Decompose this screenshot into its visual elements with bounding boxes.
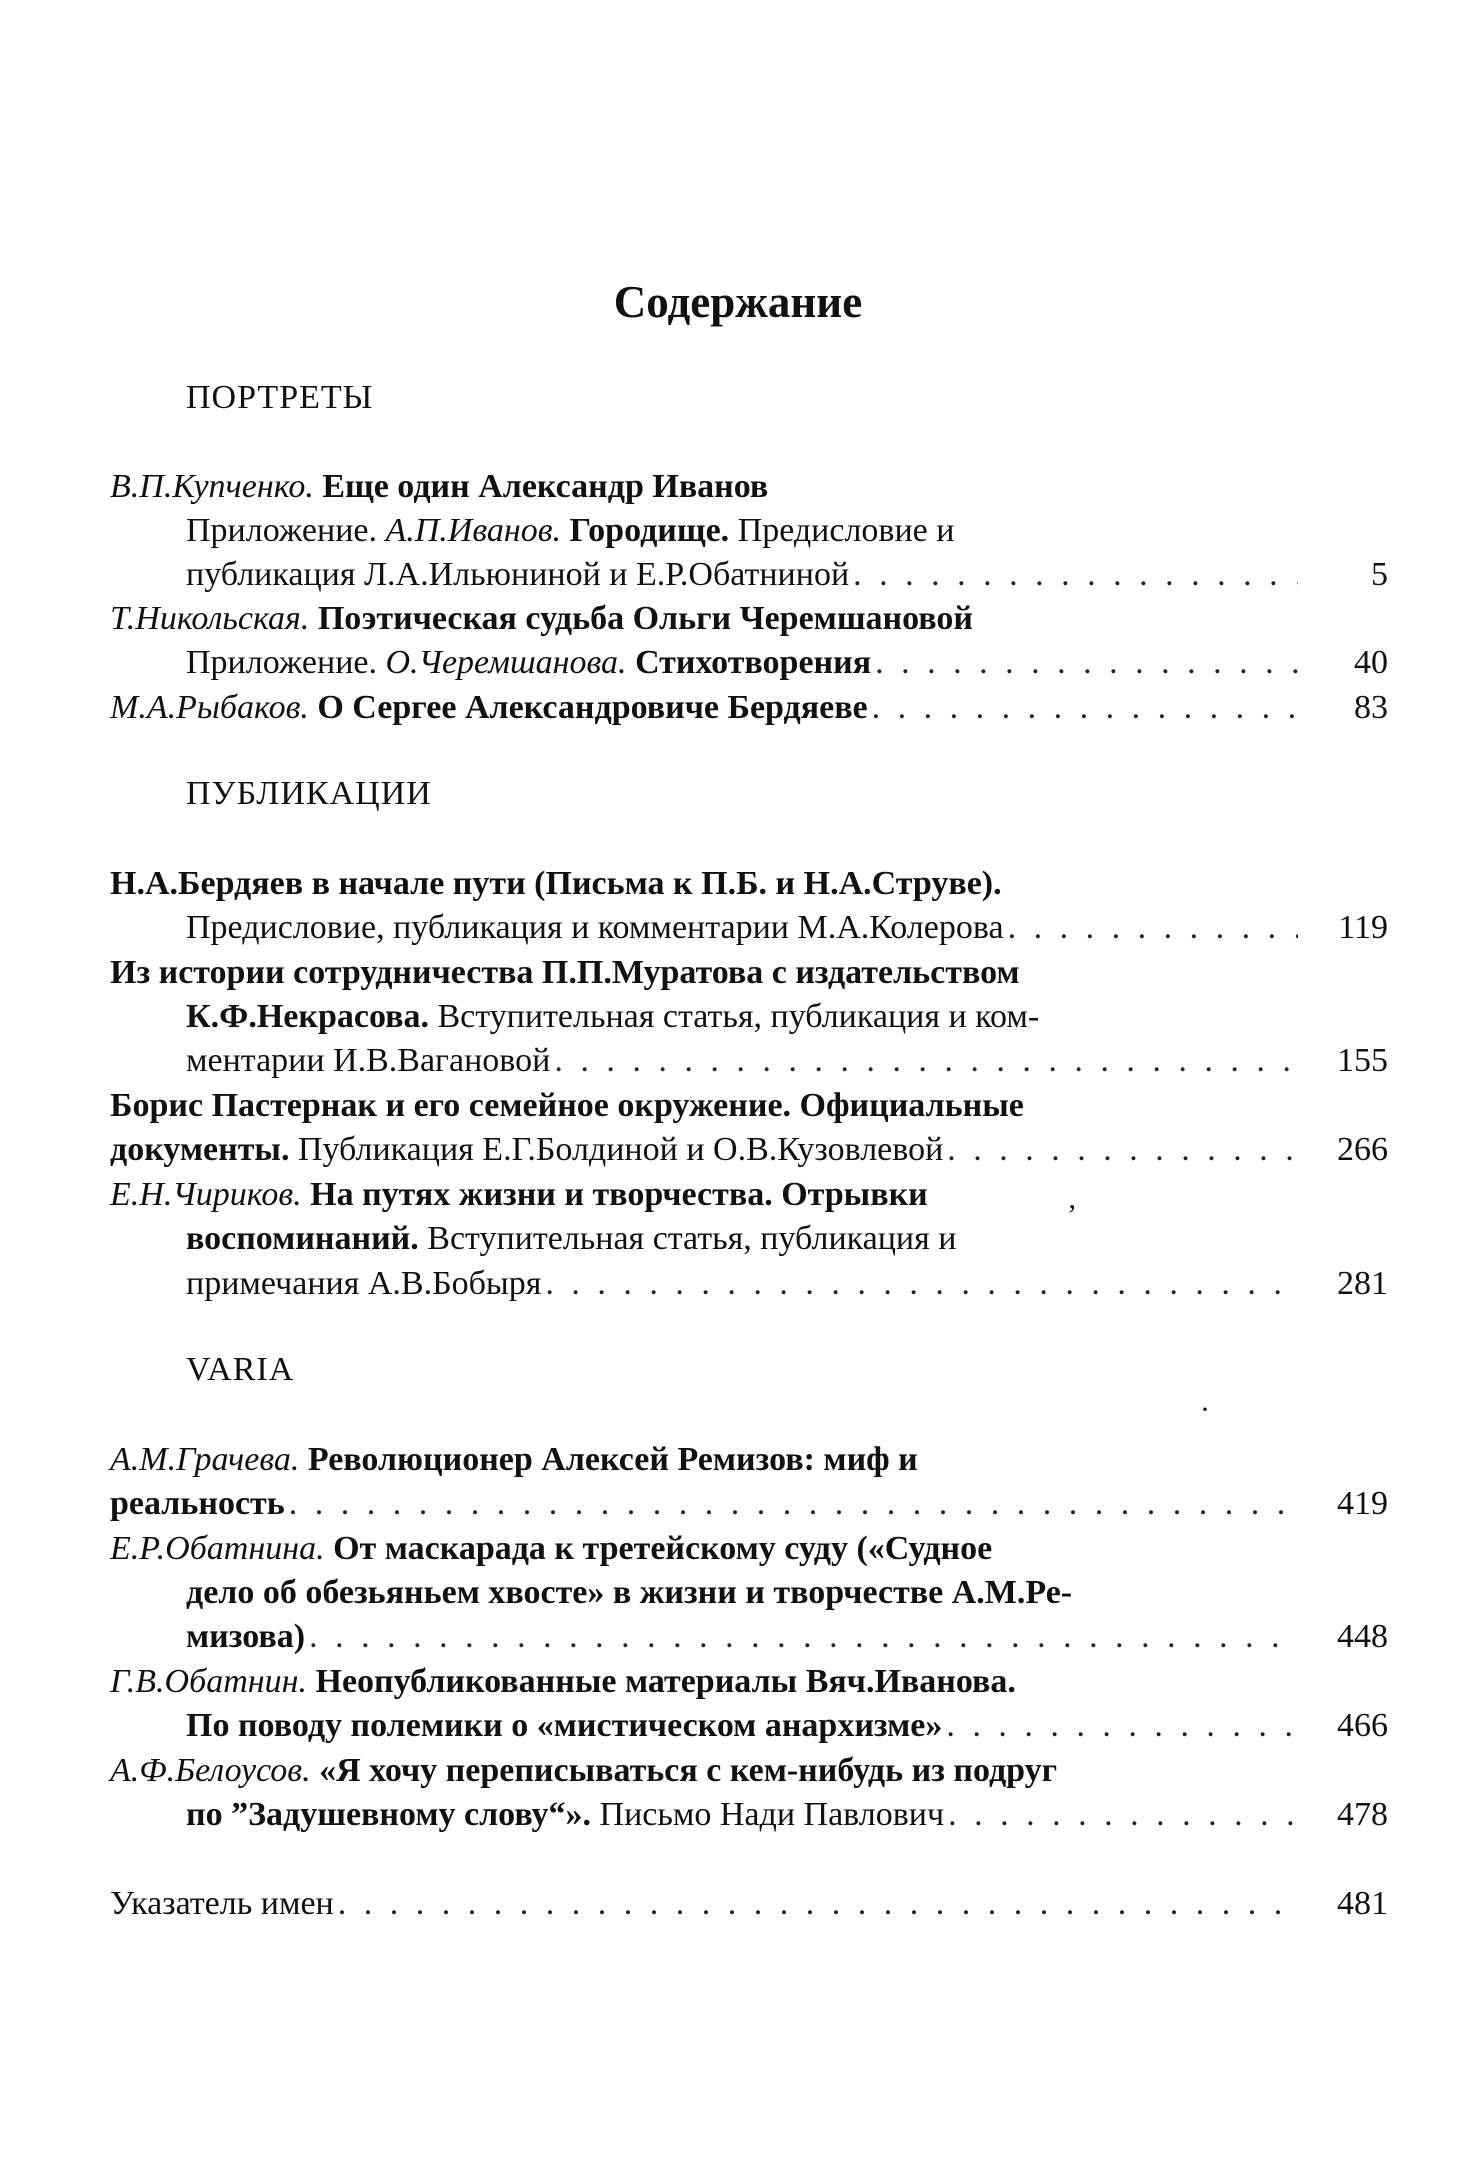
entry-title: Еще один Александр Иванов <box>322 468 769 505</box>
toc-entry-title-line <box>110 1173 1388 1217</box>
dot-leader <box>872 686 1298 730</box>
entry-title: Революционер Алексей Ремизов: миф и <box>307 1441 918 1478</box>
entry-title: О Сергее Александровиче Бердяеве <box>317 689 868 726</box>
stray-mark: ‚ <box>1067 1182 1077 1215</box>
author-name: М.А.Рыбаков. <box>110 689 309 726</box>
page-number: 266 <box>1337 1131 1388 1168</box>
stray-mark: · <box>1200 1393 1210 1426</box>
page-number: 5 <box>1371 556 1388 593</box>
page-number: 281 <box>1337 1265 1388 1302</box>
dot-leader <box>947 1128 1298 1172</box>
section-heading-publications: ПУБЛИКАЦИИ <box>186 775 432 812</box>
page-number: 40 <box>1354 644 1388 681</box>
dot-leader <box>1008 906 1298 950</box>
page-number: 466 <box>1337 1707 1388 1744</box>
author-name: Е.Н.Чириков. <box>110 1176 302 1213</box>
entry-text: Письмо Нади Павлович <box>599 1796 945 1833</box>
dot-leader <box>948 1793 1298 1837</box>
entry-text: примечания А.В.Бобыря <box>186 1265 542 1302</box>
entry-title: документы. <box>110 1131 290 1168</box>
author-name: Е.Р.Обатнина. <box>110 1530 325 1567</box>
entry-title: Стихотворения <box>635 644 872 681</box>
toc-entry-title-line <box>110 1527 1388 1571</box>
entry-title: «Я хочу переписываться с кем-нибудь из подруг <box>319 1752 1058 1789</box>
page-number: 448 <box>1337 1618 1388 1655</box>
entry-title: На путях жизни и творчества. Отрывки <box>310 1176 928 1213</box>
toc-entry-line-with-page <box>186 641 1388 685</box>
entry-title: По поводу полемики о «мистическом анархизме» <box>186 1707 943 1744</box>
entry-title: реальность <box>110 1485 285 1522</box>
page-number: 119 <box>1338 909 1388 946</box>
dot-leader <box>545 1262 1298 1306</box>
toc-entry-line-with-page <box>186 906 1388 950</box>
toc-entry-line <box>186 1217 1388 1261</box>
dot-leader <box>554 1039 1298 1083</box>
toc-entry-line-with-page <box>110 1128 1388 1172</box>
page-number: 419 <box>1337 1485 1388 1522</box>
entry-title: дело об обезьяньем хвосте» в жизни и творчестве А.М.Ре- <box>186 1574 1073 1611</box>
entry-text: Приложение. <box>186 512 377 549</box>
toc-entry-title-line <box>110 862 1388 906</box>
toc-entry-line-with-page <box>110 1482 1388 1526</box>
entry-text: публикация Л.А.Ильюниной и Е.Р.Обатниной <box>186 556 850 593</box>
toc-entry-line-with-page <box>110 686 1388 730</box>
section-heading-varia: VARIA <box>186 1351 295 1388</box>
entry-text: Предисловие, публикация и комментарии М.А.Колерова <box>186 909 1004 946</box>
toc-entry-line-with-page <box>186 1704 1388 1748</box>
toc-entry-line-with-page <box>186 553 1388 597</box>
toc-entry-line-with-page <box>186 1039 1388 1083</box>
entry-title: Городище. <box>569 512 730 549</box>
toc-entry-line-with-page <box>186 1615 1388 1659</box>
entry-text: Предисловие и <box>737 512 955 549</box>
page-number: 155 <box>1337 1042 1388 1079</box>
entry-text: Публикация Е.Г.Болдиной и О.В.Кузовлевой <box>297 1131 944 1168</box>
entry-title: От маскарада к третейскому суду («Судное <box>333 1530 993 1567</box>
dot-leader <box>289 1482 1298 1526</box>
entry-title: Н.А.Бердяев в начале пути (Письма к П.Б. и Н.А.Струве). <box>110 865 1002 902</box>
dot-leader <box>946 1704 1298 1748</box>
entry-title: Неопубликованные материалы Вяч.Иванова. <box>315 1663 1016 1700</box>
toc-entry-line <box>186 509 1388 553</box>
toc-entry-title-line <box>110 465 1388 509</box>
entry-text: Вступительная статья, публикация и ком- <box>437 998 1040 1035</box>
author-name: Т.Никольская. <box>110 600 310 637</box>
author-name: Г.В.Обатнин. <box>110 1663 307 1700</box>
entry-author: А.П.Иванов. <box>385 512 562 549</box>
toc-entry-title-line <box>110 1660 1388 1704</box>
entry-text: Приложение. <box>186 644 377 681</box>
entry-title: Борис Пастернак и его семейное окружение. Официальные <box>110 1087 1024 1124</box>
toc-entry-line <box>186 995 1388 1039</box>
author-name: В.П.Купченко. <box>110 468 314 505</box>
entry-title: К.Ф.Некрасова. <box>186 998 429 1035</box>
page-number: 481 <box>1337 1885 1388 1922</box>
dot-leader <box>338 1882 1298 1926</box>
toc-entry-title-line <box>110 1084 1388 1128</box>
entry-text: Вступительная статья, публикация и <box>427 1220 957 1257</box>
entry-author: О.Черемшанова. <box>385 644 627 681</box>
author-name: А.М.Грачева. <box>110 1441 300 1478</box>
entry-title: Поэтическая судьба Ольги Черемшановой <box>317 600 974 637</box>
author-name: А.Ф.Белоусов. <box>110 1752 311 1789</box>
toc-entry-title-line <box>110 597 1388 641</box>
toc-entry-index <box>110 1882 1388 1926</box>
index-label: Указатель имен <box>110 1885 334 1922</box>
toc-entry-line <box>186 1571 1388 1615</box>
toc-entry-title-line <box>110 951 1388 995</box>
section-heading-portraits: ПОРТРЕТЫ <box>186 379 374 416</box>
toc-entry-line-with-page <box>186 1262 1388 1306</box>
page-title: Содержание <box>613 277 863 327</box>
dot-leader <box>875 641 1298 685</box>
toc-entry-title-line <box>110 1438 1388 1482</box>
page-number: 478 <box>1337 1796 1388 1833</box>
page-number: 83 <box>1354 689 1388 726</box>
entry-title: по ”Задушевному слову“». <box>186 1796 592 1833</box>
toc-entry-title-line <box>110 1749 1388 1793</box>
entry-text: ментарии И.В.Вагановой <box>186 1042 551 1079</box>
toc-entry-line-with-page <box>186 1793 1388 1837</box>
entry-title: Из истории сотрудничества П.П.Муратова с издательством <box>110 954 1020 991</box>
entry-title: воспоминаний. <box>186 1220 419 1257</box>
entry-title: мизова) <box>186 1618 306 1655</box>
dot-leader <box>853 553 1298 597</box>
dot-leader <box>309 1615 1298 1659</box>
